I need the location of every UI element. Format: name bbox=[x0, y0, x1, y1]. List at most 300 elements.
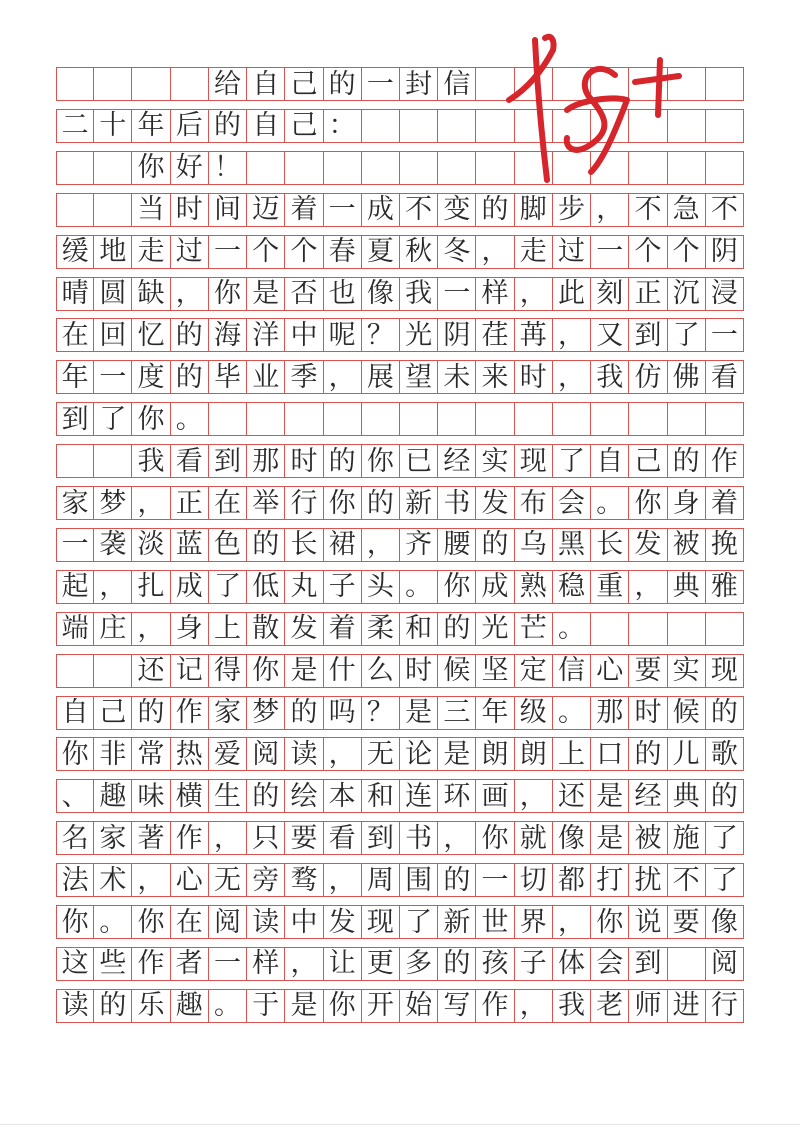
grid-cell: ， bbox=[553, 319, 591, 351]
grid-cell: 家 bbox=[209, 697, 247, 729]
grid-cell: 让 bbox=[324, 948, 362, 980]
grid-cell: 望 bbox=[400, 361, 438, 393]
grid-cell: 。 bbox=[400, 571, 438, 603]
grid-cell: 着 bbox=[324, 613, 362, 645]
grid-cell: 淡 bbox=[132, 529, 170, 561]
grid-cell: 个 bbox=[247, 236, 285, 268]
grid-cell: 个 bbox=[629, 236, 667, 268]
grid-cell: 身 bbox=[668, 487, 706, 519]
grid-cell: 一 bbox=[324, 194, 362, 226]
grid-cell: 开 bbox=[362, 990, 400, 1022]
grid-cell: 着 bbox=[706, 487, 744, 519]
grid-row bbox=[56, 360, 744, 394]
grid-cell: 画 bbox=[476, 780, 514, 812]
grid-cell: 是 bbox=[591, 780, 629, 812]
grid-cell: 头 bbox=[362, 571, 400, 603]
grid-cell: 一 bbox=[209, 948, 247, 980]
grid-cell: 扰 bbox=[629, 864, 667, 896]
grid-cell: 像 bbox=[362, 278, 400, 310]
grid-cell: 书 bbox=[438, 487, 476, 519]
grid-cell: 正 bbox=[171, 487, 209, 519]
grid-cell: 好 bbox=[171, 152, 209, 184]
grid-cell: 扎 bbox=[132, 571, 170, 603]
grid-cell: 自 bbox=[591, 445, 629, 477]
grid-cell: 蓝 bbox=[171, 529, 209, 561]
grid-cell: 体 bbox=[553, 948, 591, 980]
grid-cell: 仿 bbox=[629, 361, 667, 393]
grid-cell: 阅 bbox=[706, 948, 744, 980]
grid-cell: 和 bbox=[400, 613, 438, 645]
grid-cell: ， bbox=[132, 487, 170, 519]
grid-cell: 上 bbox=[209, 613, 247, 645]
grid-cell: 界 bbox=[515, 906, 553, 938]
grid-cell bbox=[94, 194, 132, 226]
grid-row bbox=[56, 696, 744, 730]
grid-cell: 要 bbox=[285, 822, 323, 854]
grid-cell bbox=[285, 152, 323, 184]
grid-cell: 地 bbox=[94, 236, 132, 268]
grid-cell: 要 bbox=[629, 655, 667, 687]
grid-cell: 术 bbox=[94, 864, 132, 896]
grid-cell: 么 bbox=[362, 655, 400, 687]
grid-cell: 老 bbox=[591, 990, 629, 1022]
grid-cell: 年 bbox=[56, 361, 94, 393]
grid-cell: 是 bbox=[438, 738, 476, 770]
grid-cell: 本 bbox=[324, 780, 362, 812]
grid-cell: 时 bbox=[171, 194, 209, 226]
grid-cell: 样 bbox=[247, 948, 285, 980]
grid-cell: 年 bbox=[132, 110, 170, 142]
grid-cell bbox=[56, 655, 94, 687]
grid-row bbox=[56, 235, 744, 269]
grid-cell bbox=[362, 403, 400, 435]
grid-cell: 作 bbox=[706, 445, 744, 477]
grid-cell: ， bbox=[515, 780, 553, 812]
grid-cell: 更 bbox=[362, 948, 400, 980]
grid-cell bbox=[515, 403, 553, 435]
grid-cell: 光 bbox=[400, 319, 438, 351]
grid-cell: 脚 bbox=[515, 194, 553, 226]
grid-cell: 布 bbox=[515, 487, 553, 519]
grid-cell: 中 bbox=[285, 319, 323, 351]
grid-cell: 者 bbox=[171, 948, 209, 980]
grid-cell: 像 bbox=[553, 822, 591, 854]
grid-cell: 我 bbox=[132, 445, 170, 477]
grid-cell: ， bbox=[438, 822, 476, 854]
grid-cell: 我 bbox=[591, 361, 629, 393]
grid-cell: 急 bbox=[668, 194, 706, 226]
grid-cell: 忆 bbox=[132, 319, 170, 351]
grid-cell: 了 bbox=[706, 822, 744, 854]
grid-cell: 朗 bbox=[515, 738, 553, 770]
teacher-grade-mark bbox=[495, 20, 685, 195]
grid-cell: 实 bbox=[476, 445, 514, 477]
grid-cell bbox=[400, 152, 438, 184]
grid-cell bbox=[438, 110, 476, 142]
grid-row bbox=[56, 821, 744, 855]
grid-cell: 进 bbox=[668, 990, 706, 1022]
grid-cell: 那 bbox=[591, 697, 629, 729]
grid-cell: 正 bbox=[629, 278, 667, 310]
grid-cell: 作 bbox=[476, 990, 514, 1022]
grid-cell: 、 bbox=[56, 780, 94, 812]
grid-cell bbox=[553, 403, 591, 435]
grid-cell: 上 bbox=[553, 738, 591, 770]
grid-cell: 于 bbox=[247, 990, 285, 1022]
grid-cell: 变 bbox=[438, 194, 476, 226]
grid-cell: 读 bbox=[285, 738, 323, 770]
grid-cell: ， bbox=[553, 361, 591, 393]
grid-cell bbox=[94, 655, 132, 687]
grid-cell: 三 bbox=[438, 697, 476, 729]
grid-cell: 的 bbox=[171, 361, 209, 393]
grid-cell: 也 bbox=[324, 278, 362, 310]
grid-cell: 到 bbox=[629, 948, 667, 980]
grid-cell: 作 bbox=[171, 822, 209, 854]
grid-cell: 个 bbox=[285, 236, 323, 268]
grid-cell: 一 bbox=[591, 236, 629, 268]
grid-cell: 儿 bbox=[668, 738, 706, 770]
grid-cell: 写 bbox=[438, 990, 476, 1022]
grid-cell: 己 bbox=[285, 110, 323, 142]
grid-cell: 间 bbox=[209, 194, 247, 226]
grid-cell: 成 bbox=[362, 194, 400, 226]
grid-cell bbox=[324, 403, 362, 435]
grid-cell: 腰 bbox=[438, 529, 476, 561]
grid-cell: 环 bbox=[438, 780, 476, 812]
grid-cell: ， bbox=[515, 278, 553, 310]
grid-cell: 又 bbox=[591, 319, 629, 351]
grid-cell: 常 bbox=[132, 738, 170, 770]
grid-cell: ， bbox=[362, 529, 400, 561]
grid-cell: 过 bbox=[553, 236, 591, 268]
grid-cell: 时 bbox=[285, 445, 323, 477]
grid-cell: 到 bbox=[209, 445, 247, 477]
grid-cell: 的 bbox=[247, 780, 285, 812]
grid-cell: 就 bbox=[515, 822, 553, 854]
grid-cell: 现 bbox=[362, 906, 400, 938]
grid-cell: 在 bbox=[171, 906, 209, 938]
grid-cell: 时 bbox=[629, 697, 667, 729]
grid-cell: 心 bbox=[591, 655, 629, 687]
grid-cell: 年 bbox=[476, 697, 514, 729]
grid-cell: 不 bbox=[629, 194, 667, 226]
grid-row bbox=[56, 318, 744, 352]
grid-cell: 光 bbox=[476, 613, 514, 645]
grid-cell: ， bbox=[285, 948, 323, 980]
grid-cell: 会 bbox=[591, 948, 629, 980]
grid-cell: 看 bbox=[706, 361, 744, 393]
grid-cell: 己 bbox=[629, 445, 667, 477]
grid-cell: ， bbox=[515, 990, 553, 1022]
grid-cell: 不 bbox=[400, 194, 438, 226]
grid-cell: 的 bbox=[132, 697, 170, 729]
grid-cell: 到 bbox=[56, 403, 94, 435]
grid-cell bbox=[56, 194, 94, 226]
grid-cell bbox=[171, 68, 209, 100]
grid-cell: 阴 bbox=[706, 236, 744, 268]
grid-cell: 那 bbox=[247, 445, 285, 477]
grid-cell: 发 bbox=[629, 529, 667, 561]
grid-row bbox=[56, 947, 744, 981]
grid-row bbox=[56, 570, 744, 604]
grid-cell: 你 bbox=[209, 278, 247, 310]
grid-cell: 味 bbox=[132, 780, 170, 812]
grid-cell: 著 bbox=[132, 822, 170, 854]
grid-cell: 施 bbox=[668, 822, 706, 854]
grid-cell: 绘 bbox=[285, 780, 323, 812]
grid-cell: 你 bbox=[56, 738, 94, 770]
grid-cell: 了 bbox=[706, 864, 744, 896]
grade-stroke-plus-h bbox=[635, 76, 679, 82]
grid-cell: 过 bbox=[171, 236, 209, 268]
grid-cell: 梦 bbox=[94, 487, 132, 519]
grid-cell: 级 bbox=[515, 697, 553, 729]
grid-cell: 是 bbox=[285, 655, 323, 687]
grid-cell: 现 bbox=[515, 445, 553, 477]
grid-cell: 的 bbox=[438, 864, 476, 896]
grid-cell: 这 bbox=[56, 948, 94, 980]
grid-cell: 你 bbox=[324, 487, 362, 519]
grid-cell: 走 bbox=[515, 236, 553, 268]
grid-cell: 雅 bbox=[706, 571, 744, 603]
grid-cell: 信 bbox=[553, 655, 591, 687]
grid-cell: 芒 bbox=[515, 613, 553, 645]
grid-cell: 是 bbox=[285, 990, 323, 1022]
grid-cell: 的 bbox=[438, 613, 476, 645]
grade-stroke-plus-v bbox=[658, 60, 660, 115]
grid-cell: 是 bbox=[591, 822, 629, 854]
grid-cell: 的 bbox=[171, 319, 209, 351]
grid-cell: 重 bbox=[591, 571, 629, 603]
grid-cell: 时 bbox=[400, 655, 438, 687]
grid-cell: 的 bbox=[94, 990, 132, 1022]
grid-cell: 齐 bbox=[400, 529, 438, 561]
grid-cell bbox=[591, 613, 629, 645]
grid-cell: 你 bbox=[438, 571, 476, 603]
grid-cell: 孩 bbox=[476, 948, 514, 980]
grid-cell: 会 bbox=[553, 487, 591, 519]
grid-cell: 你 bbox=[629, 487, 667, 519]
grid-row bbox=[56, 193, 744, 227]
grid-cell: 的 bbox=[285, 697, 323, 729]
grid-cell bbox=[247, 403, 285, 435]
grid-cell bbox=[56, 152, 94, 184]
grid-cell: 业 bbox=[247, 361, 285, 393]
grid-cell bbox=[591, 403, 629, 435]
grid-cell: 洋 bbox=[247, 319, 285, 351]
grid-cell: ， bbox=[324, 738, 362, 770]
grid-cell bbox=[94, 68, 132, 100]
grid-cell: 趣 bbox=[171, 990, 209, 1022]
grid-cell: 未 bbox=[438, 361, 476, 393]
grid-cell: 缺 bbox=[132, 278, 170, 310]
grid-cell: 像 bbox=[706, 906, 744, 938]
grid-cell: 自 bbox=[56, 697, 94, 729]
grid-cell: 的 bbox=[706, 780, 744, 812]
grid-row bbox=[56, 989, 744, 1023]
grid-cell: ， bbox=[629, 571, 667, 603]
grid-cell: 家 bbox=[94, 822, 132, 854]
grid-cell: 已 bbox=[400, 445, 438, 477]
grid-cell: 只 bbox=[247, 822, 285, 854]
grid-cell: 发 bbox=[476, 487, 514, 519]
grid-cell: 当 bbox=[132, 194, 170, 226]
grid-cell: 庄 bbox=[94, 613, 132, 645]
grid-cell: 长 bbox=[591, 529, 629, 561]
grid-cell: 法 bbox=[56, 864, 94, 896]
grid-cell: 围 bbox=[400, 864, 438, 896]
grid-cell bbox=[706, 613, 744, 645]
grid-cell: 荏 bbox=[476, 319, 514, 351]
grid-cell: 起 bbox=[56, 571, 94, 603]
grid-cell: 柔 bbox=[362, 613, 400, 645]
grid-cell bbox=[668, 403, 706, 435]
grid-cell bbox=[668, 613, 706, 645]
grid-cell: 中 bbox=[285, 906, 323, 938]
grid-cell: 端 bbox=[56, 613, 94, 645]
grid-cell: 论 bbox=[400, 738, 438, 770]
grid-cell: 吗 bbox=[324, 697, 362, 729]
grid-cell: 冬 bbox=[438, 236, 476, 268]
grid-cell: 季 bbox=[285, 361, 323, 393]
grid-cell: 回 bbox=[94, 319, 132, 351]
grid-cell: 在 bbox=[209, 487, 247, 519]
grid-cell: 非 bbox=[94, 738, 132, 770]
grid-cell: 己 bbox=[94, 697, 132, 729]
grid-cell: ？ bbox=[362, 697, 400, 729]
grid-cell: 被 bbox=[629, 822, 667, 854]
grid-cell: 你 bbox=[591, 906, 629, 938]
grid-cell: 散 bbox=[247, 613, 285, 645]
grid-cell: 一 bbox=[94, 361, 132, 393]
grid-cell: 成 bbox=[476, 571, 514, 603]
grid-cell: 什 bbox=[324, 655, 362, 687]
grid-cell: 乌 bbox=[515, 529, 553, 561]
grid-cell: 无 bbox=[362, 738, 400, 770]
grid-cell: 连 bbox=[400, 780, 438, 812]
grid-cell: 个 bbox=[668, 236, 706, 268]
grid-cell: 趣 bbox=[94, 780, 132, 812]
grid-cell: 子 bbox=[515, 948, 553, 980]
grid-cell: 。 bbox=[209, 990, 247, 1022]
grid-cell: 横 bbox=[171, 780, 209, 812]
grid-cell: 袭 bbox=[94, 529, 132, 561]
grid-cell: ， bbox=[553, 906, 591, 938]
grid-cell: 己 bbox=[285, 68, 323, 100]
grid-cell: 经 bbox=[438, 445, 476, 477]
grid-cell: 你 bbox=[362, 445, 400, 477]
grid-cell: 走 bbox=[132, 236, 170, 268]
grid-cell: 无 bbox=[209, 864, 247, 896]
grid-cell: 佛 bbox=[668, 361, 706, 393]
grid-cell: 给 bbox=[209, 68, 247, 100]
grid-cell: 此 bbox=[553, 278, 591, 310]
grid-cell: 切 bbox=[515, 864, 553, 896]
grid-cell: 在 bbox=[56, 319, 94, 351]
grid-cell: 都 bbox=[553, 864, 591, 896]
grid-cell: 乐 bbox=[132, 990, 170, 1022]
grid-cell: 黑 bbox=[553, 529, 591, 561]
grid-cell: 了 bbox=[94, 403, 132, 435]
grid-cell: 你 bbox=[132, 152, 170, 184]
grid-cell: 家 bbox=[56, 487, 94, 519]
grid-cell: 不 bbox=[706, 194, 744, 226]
grid-cell: ， bbox=[591, 194, 629, 226]
grid-cell: 看 bbox=[324, 822, 362, 854]
grid-cell: 十 bbox=[94, 110, 132, 142]
grid-cell bbox=[209, 403, 247, 435]
grid-cell: ？ bbox=[362, 319, 400, 351]
grid-cell: 你 bbox=[324, 990, 362, 1022]
grid-cell: 。 bbox=[171, 403, 209, 435]
grid-cell: 世 bbox=[476, 906, 514, 938]
grid-cell: 的 bbox=[438, 948, 476, 980]
grid-row bbox=[56, 402, 744, 436]
grid-cell: 秋 bbox=[400, 236, 438, 268]
grid-cell: ， bbox=[324, 361, 362, 393]
grid-cell: 阴 bbox=[438, 319, 476, 351]
grid-cell bbox=[400, 110, 438, 142]
grid-cell: 不 bbox=[668, 864, 706, 896]
grid-cell: 的 bbox=[362, 487, 400, 519]
grid-cell: 成 bbox=[171, 571, 209, 603]
grid-cell: 些 bbox=[94, 948, 132, 980]
grid-row bbox=[56, 277, 744, 311]
grid-cell: 沉 bbox=[668, 278, 706, 310]
grid-cell: 夏 bbox=[362, 236, 400, 268]
grid-cell: 来 bbox=[476, 361, 514, 393]
grid-cell bbox=[94, 445, 132, 477]
page-bottom-rule bbox=[0, 1124, 800, 1125]
grid-cell: 候 bbox=[438, 655, 476, 687]
grid-row bbox=[56, 863, 744, 897]
grid-cell bbox=[56, 445, 94, 477]
grid-cell: 浸 bbox=[706, 278, 744, 310]
grid-cell: 你 bbox=[132, 906, 170, 938]
grid-cell: 始 bbox=[400, 990, 438, 1022]
grid-cell: 师 bbox=[629, 990, 667, 1022]
grid-cell: 否 bbox=[285, 278, 323, 310]
grid-cell: 口 bbox=[591, 738, 629, 770]
grid-cell: 典 bbox=[668, 780, 706, 812]
grid-cell bbox=[438, 152, 476, 184]
grid-cell: 封 bbox=[400, 68, 438, 100]
grid-cell: 了 bbox=[668, 319, 706, 351]
grid-cell: 样 bbox=[476, 278, 514, 310]
grid-cell: 和 bbox=[362, 780, 400, 812]
grid-cell: 读 bbox=[56, 990, 94, 1022]
grid-cell: 朗 bbox=[476, 738, 514, 770]
grid-cell: 自 bbox=[247, 68, 285, 100]
grid-cell: 打 bbox=[591, 864, 629, 896]
grid-cell: ， bbox=[476, 236, 514, 268]
grid-cell: 发 bbox=[324, 906, 362, 938]
grid-row bbox=[56, 528, 744, 562]
grid-cell: 二 bbox=[56, 110, 94, 142]
grid-cell bbox=[324, 152, 362, 184]
grid-cell bbox=[285, 403, 323, 435]
grid-cell: 读 bbox=[247, 906, 285, 938]
grid-cell: 着 bbox=[285, 194, 323, 226]
grid-cell: 身 bbox=[171, 613, 209, 645]
grid-cell: 得 bbox=[209, 655, 247, 687]
grid-cell: 心 bbox=[171, 864, 209, 896]
grid-cell: 一 bbox=[362, 68, 400, 100]
grid-cell bbox=[706, 403, 744, 435]
grid-cell: 多 bbox=[400, 948, 438, 980]
grid-cell: 梦 bbox=[247, 697, 285, 729]
